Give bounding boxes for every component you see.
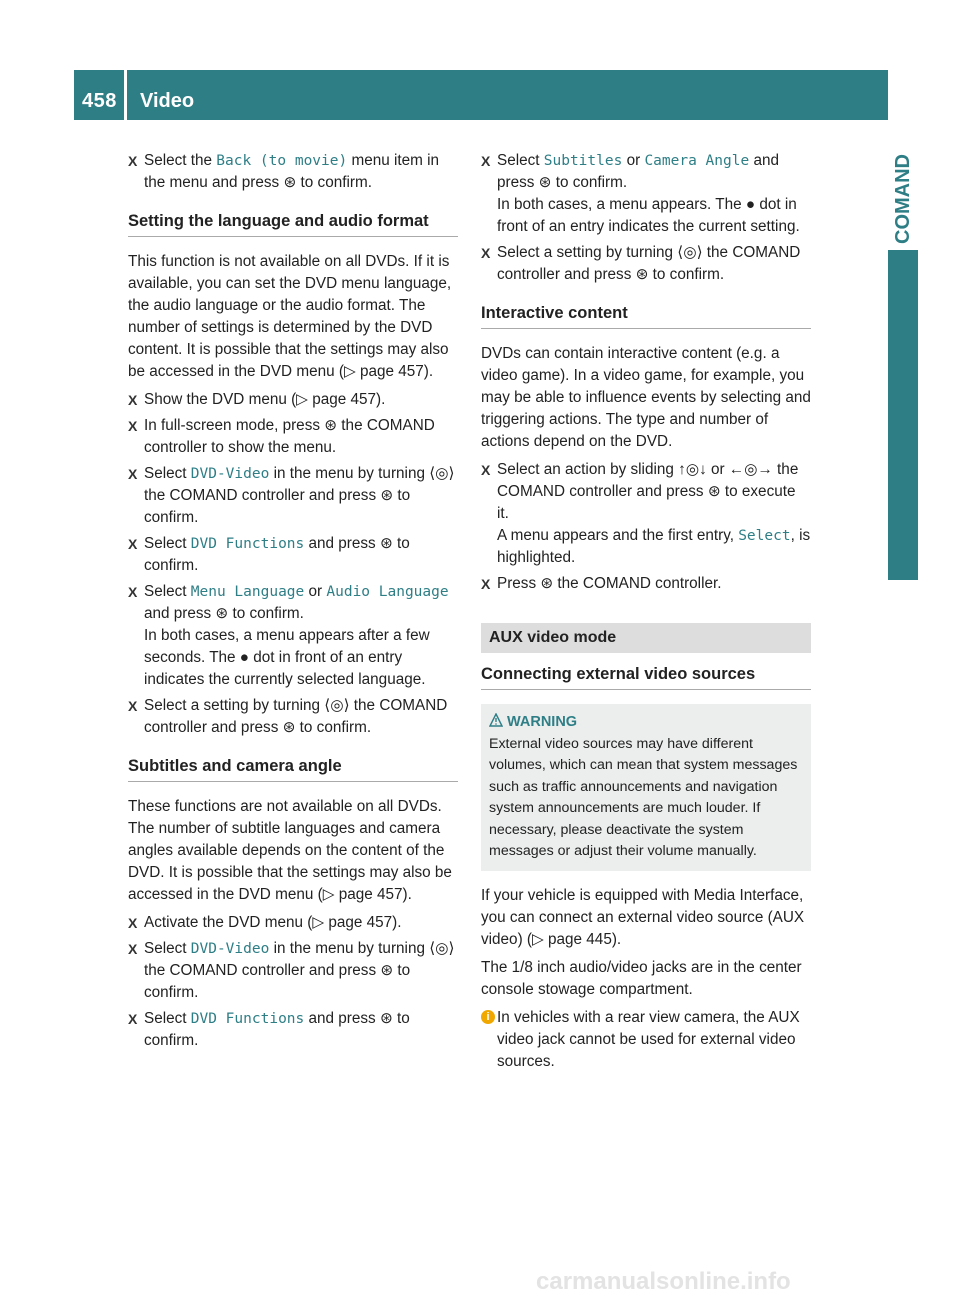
step-menu-language: X Select Menu Language or Audio Language and press ⊛ to confirm. In both cases, a menu appears after a few seconds. The ● dot in front of an entry indicates the currently selected language.: [128, 581, 458, 691]
aux-video-heading: AUX video mode: [481, 623, 811, 653]
step-show-menu: X Show the DVD menu (▷ page 457).: [128, 389, 458, 411]
step-activate-menu: X Activate the DVD menu (▷ page 457).: [128, 912, 458, 934]
step-dvd-video-2: X Select DVD-Video in the menu by turning ⟨◎⟩ the COMAND controller and press ⊛ to confirm.: [128, 940, 455, 1001]
heading-interactive: Interactive content: [481, 302, 811, 329]
warning-title: WARNING: [507, 714, 578, 730]
step-dvd-functions-2: X Select DVD Functions and press ⊛ to confirm.: [128, 1010, 410, 1049]
step-dvd-video: X Select DVD-Video in the menu by turning ⟨◎⟩ the COMAND controller and press ⊛ to confirm.: [128, 465, 455, 526]
step-arrow-icon: X: [128, 698, 138, 714]
step-arrow-icon: X: [481, 462, 491, 478]
info-note: i In vehicles with a rear view camera, the AUX video jack cannot be used for external video sources.: [481, 1007, 811, 1073]
step-arrow-icon: X: [128, 915, 138, 931]
warning-icon: [489, 713, 503, 727]
step-subtitles: X Select Subtitles or Camera Angle and press ⊛ to confirm. In both cases, a menu appears. The ● dot in front of an entry indicates the current setting.: [481, 150, 811, 238]
step-fullscreen: X In full-screen mode, press ⊛ the COMAND controller to show the menu.: [128, 417, 435, 456]
controller-turn-icon: ⟨◎⟩: [429, 465, 455, 482]
info-icon: i: [481, 1010, 495, 1024]
controller-press-icon: ⊛: [283, 174, 297, 191]
right-column: [481, 150, 811, 1073]
paragraph-jacks: The 1/8 inch audio/video jacks are in the center console stowage compartment.: [481, 958, 802, 998]
paragraph-language: This function is not available on all DVDs. If it is available, you can set the DVD menu language, the audio language or the audio format. The number of settings is determined by the DVD content. It is possible that the settings may also be accessed in the DVD menu (▷ page 457).: [128, 253, 452, 380]
step-note: In both cases, a menu appears. The ● dot in front of an entry indicates the current setting.: [497, 196, 800, 235]
step-select-setting: X Select a setting by turning ⟨◎⟩ the COMAND controller and press ⊛ to confirm.: [481, 244, 801, 283]
controller-press-icon: ⊛: [380, 487, 394, 504]
step-arrow-icon: X: [481, 245, 491, 261]
left-column: [128, 150, 458, 1056]
paragraph-interactive: DVDs can contain interactive content (e.g. a video game). In a video game, for example, you may be able to influence events by selecting and triggering actions. The type and number of actions depend on the DVD.: [481, 345, 811, 450]
step-arrow-icon: X: [128, 1011, 138, 1027]
step-select-action: X Select an action by sliding ↑◎↓ or ←◎→ the COMAND controller and press ⊛ to execute it. A menu appears and the first entry, Select, is highlighted.: [481, 459, 811, 569]
step-dvd-functions: X Select DVD Functions and press ⊛ to confirm.: [128, 535, 410, 574]
step-arrow-icon: X: [481, 153, 491, 169]
side-tab-label: COMAND: [892, 154, 914, 244]
paragraph-media-interface: If your vehicle is equipped with Media Interface, you can connect an external video source (AUX video) (▷ page 445).: [481, 886, 805, 948]
step-note: A menu appears and the first entry, Select, is highlighted.: [497, 527, 811, 566]
section-title: Video: [140, 90, 195, 112]
header-separator: [124, 70, 127, 120]
heading-connecting: Connecting external video sources: [481, 663, 811, 690]
step-arrow-icon: X: [128, 466, 138, 482]
step-arrow-icon: X: [128, 941, 138, 957]
step-select-setting: X Select a setting by turning ⟨◎⟩ the COMAND controller and press ⊛ to confirm.: [128, 697, 448, 736]
side-tab-box: [888, 250, 918, 580]
paragraph-subtitles: These functions are not available on all DVDs. The number of subtitle languages and camera angles available depends on the content of the DVD. It is possible that the settings may also be accessed in the DVD menu (▷ page 457).: [128, 798, 452, 903]
heading-subtitles: Subtitles and camera angle: [128, 755, 458, 782]
step-arrow-icon: X: [128, 536, 138, 552]
step-press-controller: X Press ⊛ the COMAND controller.: [481, 573, 811, 595]
warning-box: [481, 704, 811, 871]
step-arrow-icon: X: [481, 576, 491, 592]
step-arrow-icon: X: [128, 418, 138, 434]
warning-text: External video sources may have different volumes, which can mean that system messages such as traffic announcements and navigation system announcements are much louder. If necessary, please deactivate the system messages or adjust their volume manually.: [489, 735, 798, 859]
page-number: 458: [82, 90, 117, 112]
step-arrow-icon: X: [128, 153, 138, 169]
header-bar: [74, 70, 888, 120]
step-note: In both cases, a menu appears after a few seconds. The ● dot in front of an entry indicates the currently selected language.: [144, 627, 430, 688]
heading-language: Setting the language and audio format: [128, 210, 458, 237]
step-back-to-movie: X Select the Back (to movie) menu item in the menu and press ⊛ to confirm.: [128, 152, 440, 191]
step-arrow-icon: X: [128, 392, 138, 408]
step-arrow-icon: X: [128, 584, 138, 600]
watermark: carmanualsonline.info: [536, 1268, 791, 1295]
